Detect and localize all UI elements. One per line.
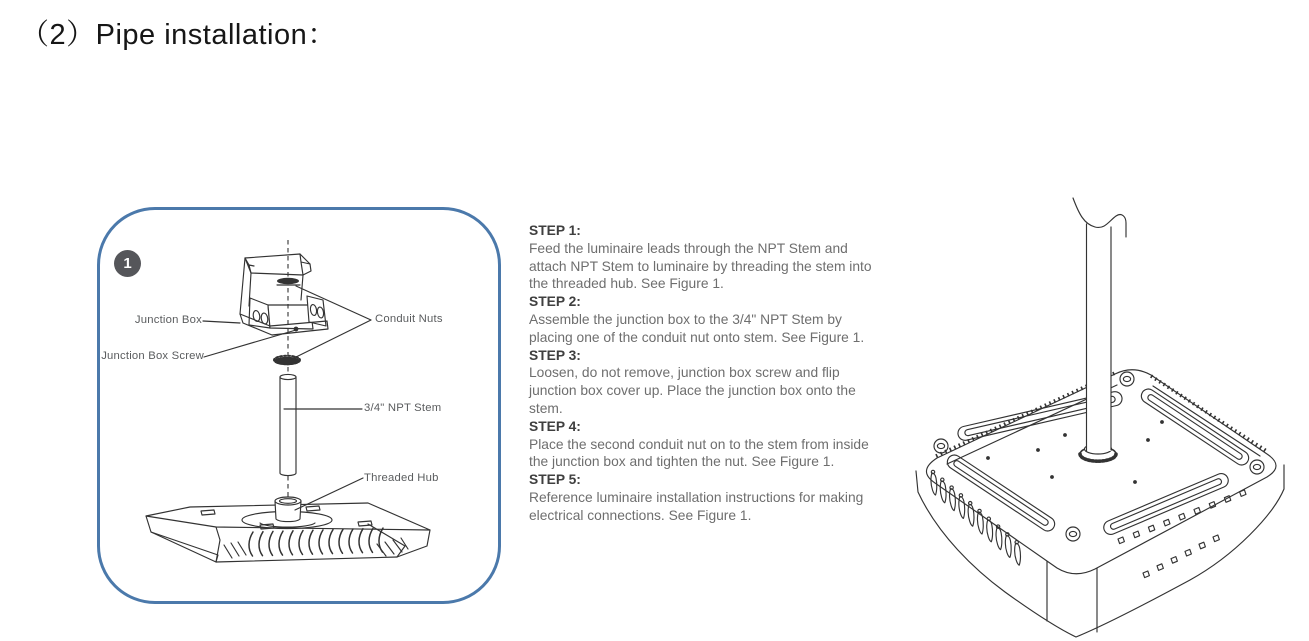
step-body: Feed the luminaire leads through the NPT Stem and attach NPT Stem to luminaire by threading the stem into the threaded hub. See Figure 1. (529, 240, 872, 292)
step-body: Assemble the junction box to the 3/4" NPT Stem by placing one of the conduit nut onto stem. See Figure 1. (529, 311, 865, 345)
step-heading: STEP 3: (529, 347, 581, 363)
label-conduit-nuts: Conduit Nuts (375, 313, 443, 325)
label-junction-box: Junction Box (134, 314, 202, 326)
step-heading: STEP 2: (529, 294, 581, 310)
installation-steps (529, 222, 885, 525)
step-body: Place the second conduit nut on to the stem from inside the junction box and tighten the nut. See Figure 1. (529, 436, 869, 470)
npt-stem-drawing (280, 374, 296, 475)
step-heading: STEP 5: (529, 472, 581, 488)
page-title: （2）Pipe installation： (20, 19, 337, 51)
luminaire-drawing (146, 497, 430, 562)
label-threaded-hub: Threaded Hub (364, 472, 439, 484)
step-heading: STEP 1: (529, 223, 581, 238)
label-junction-box-screw: Junction Box Screw (101, 350, 204, 362)
step-heading: STEP 4: (529, 418, 581, 434)
figure1-panel (97, 207, 501, 604)
step-body: Loosen, do not remove, junction box screw and flip junction box cover up. Place the junction box onto the stem. (529, 365, 856, 416)
assembled-luminaire-illustration (905, 190, 1305, 641)
step-body: Reference luminaire installation instructions for making electrical connections. See Figure 1. (529, 489, 864, 523)
label-npt-stem: 3/4" NPT Stem (364, 402, 442, 414)
figure-number-badge: 1 (114, 250, 141, 277)
